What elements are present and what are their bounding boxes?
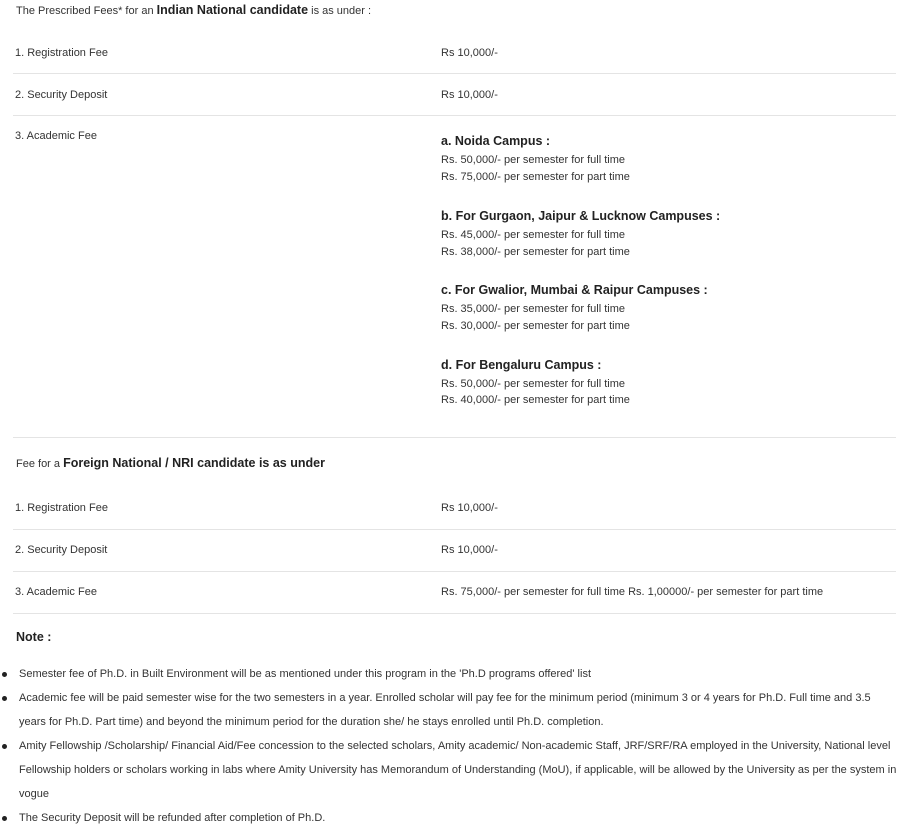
security-label: 2. Security Deposit [15,89,108,101]
indian-academic-row [13,116,896,438]
foreign-registration-row [13,488,896,530]
campus-heading: d. For Bengaluru Campus : [441,358,602,372]
indian-fee-intro [16,3,371,17]
bullet-icon [2,816,7,821]
indian-security-row [13,74,896,116]
foreign-fee-table [13,488,896,614]
note-text: Academic fee will be paid semester wise for the two semesters in a year. Enrolled scholar will pay fee for the minimum period (minimum 3 or 4 years for Ph.D. Full time and 3.5 years for Ph.D. Part time) and beyond the minimum period for the duration she/ he stays enrolled until Ph.D. completion. [19,692,871,728]
academic-label: 3. Academic Fee [15,586,97,598]
bullet-icon [2,696,7,701]
note-item [0,806,898,830]
note-text: Semester fee of Ph.D. in Built Environment will be as mentioned under this program in the 'Ph.D programs offered' list [19,668,591,680]
registration-label: 1. Registration Fee [15,502,108,514]
security-value: Rs 10,000/- [441,544,498,556]
foreign-security-row [13,530,896,572]
foreign-academic-row [13,572,896,614]
intro-prefix: The Prescribed Fees* for an [16,5,154,17]
notes-list [0,662,898,830]
campus-full-time-fee: Rs. 45,000/- per semester for full time [441,229,626,241]
note-item [0,686,898,734]
campus-full-time-fee: Rs. 50,000/- per semester for full time [441,378,626,390]
academic-label: 3. Academic Fee [15,130,97,142]
indian-registration-row [13,32,896,74]
note-title: Note : [16,630,52,644]
campus-full-time-fee: Rs. 50,000/- per semester for full time [441,154,626,166]
campus-heading: b. For Gurgaon, Jaipur & Lucknow Campuses : [441,209,721,223]
campus-part-time-fee: Rs. 38,000/- per semester for part time [441,246,630,258]
note-item [0,662,898,686]
foreign-prefix: Fee for a [16,458,61,470]
foreign-highlight: Foreign National / NRI candidate is as under [63,456,325,470]
registration-value: Rs 10,000/- [441,47,498,59]
bullet-icon [2,672,7,677]
intro-suffix: is as under : [311,5,372,17]
registration-label: 1. Registration Fee [15,47,108,59]
note-text: The Security Deposit will be refunded after completion of Ph.D. [19,812,326,824]
note-text: Amity Fellowship /Scholarship/ Financial Aid/Fee concession to the selected scholars, Amity academic/ Non-academic Staff, JRF/SRF/RA employed in the University, National level Fellowship holders or scholars working in labs where Amity University has Memorandum of Understanding (MoU), if applicable, will be allowed by the University as per the system in vogue [19,740,897,800]
academic-value: Rs. 75,000/- per semester for full time Rs. 1,00000/- per semester for part time [441,586,824,598]
intro-highlight: Indian National candidate [156,3,309,17]
campus-heading: a. Noida Campus : [441,134,551,148]
security-label: 2. Security Deposit [15,544,108,556]
note-item [0,734,898,806]
campus-part-time-fee: Rs. 30,000/- per semester for part time [441,320,630,332]
campus-full-time-fee: Rs. 35,000/- per semester for full time [441,303,626,315]
campus-part-time-fee: Rs. 75,000/- per semester for part time [441,171,630,183]
indian-fee-table [13,32,896,438]
registration-value: Rs 10,000/- [441,502,498,514]
campus-heading: c. For Gwalior, Mumbai & Raipur Campuses : [441,283,708,297]
security-value: Rs 10,000/- [441,89,498,101]
bullet-icon [2,744,7,749]
campus-part-time-fee: Rs. 40,000/- per semester for part time [441,394,630,406]
foreign-fee-intro [16,456,325,470]
